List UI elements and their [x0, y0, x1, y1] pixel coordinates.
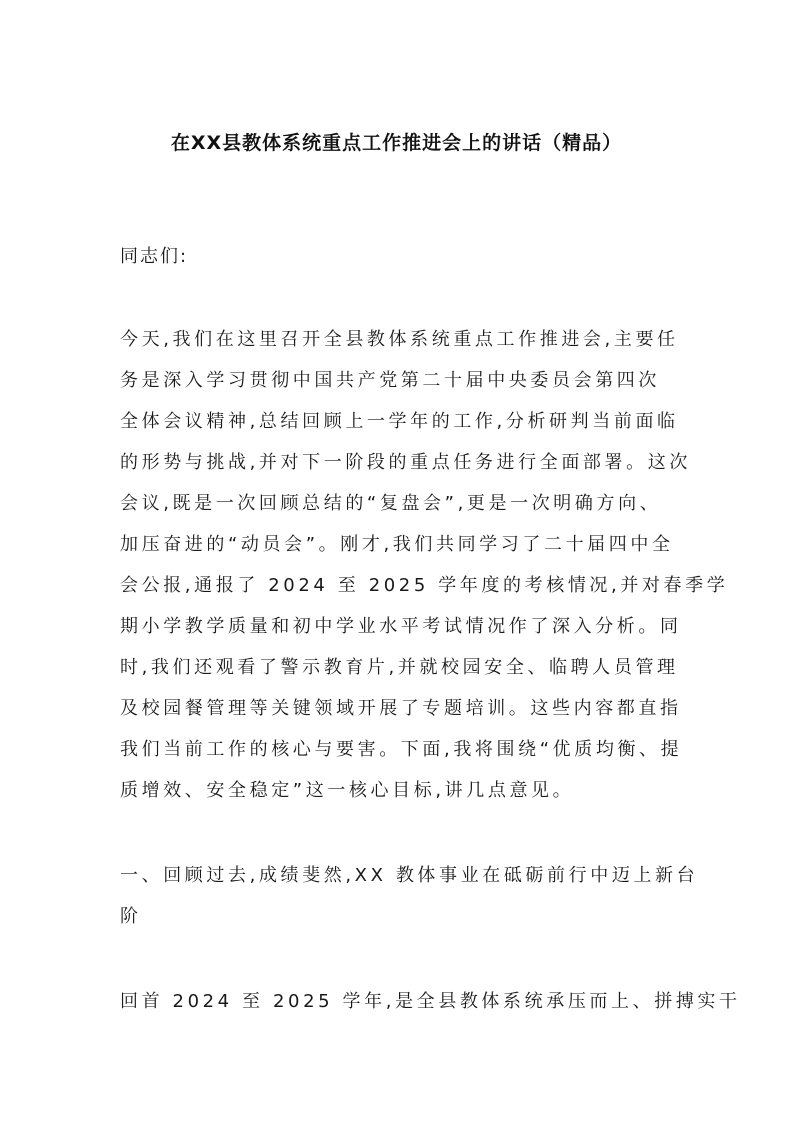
document-title: 在XX县教体系统重点工作推进会上的讲话（精品） — [170, 132, 623, 154]
paragraph-line: 全体会议精神,总结回顾上一学年的工作,分析研判当前面临 — [120, 411, 679, 432]
paragraph-line: 今天,我们在这里召开全县教体系统重点工作推进会,主要任 — [120, 329, 679, 350]
paragraph-line: 务是深入学习贯彻中国共产党第二十届中央委员会第四次 — [120, 370, 660, 391]
paragraph-line: 加压奋进的“动员会”。刚才,我们共同学习了二十届四中全 — [120, 534, 674, 555]
paragraph-line: 时,我们还观看了警示教育片,并就校园安全、临聘人员管理 — [120, 657, 679, 678]
section-heading-line: 阶 — [120, 906, 142, 927]
paragraph-line: 期小学教学质量和初中学业水平考试情况作了深入分析。同 — [120, 616, 682, 637]
paragraph-line: 我们当前工作的核心与要害。下面,我将围绕“优质均衡、提 — [120, 739, 683, 760]
paragraph-line: 会公报,通报了 2024 至 2025 学年度的考核情况,并对春季学 — [120, 575, 729, 596]
paragraph-line: 回首 2024 至 2025 学年,是全县教体系统承压而上、拼搏实干 — [120, 991, 741, 1012]
paragraph-line: 的形势与挑战,并对下一阶段的重点任务进行全面部署。这次 — [120, 452, 691, 473]
section-heading-line: 一、回顾过去,成绩斐然,XX 教体事业在砥砺前行中迈上新台 — [120, 865, 699, 886]
greeting: 同志们: — [120, 246, 189, 267]
paragraph-line: 质增效、安全稳定”这一核心目标,讲几点意见。 — [120, 780, 575, 801]
paragraph-line: 及校园餐管理等关键领域开展了专题培训。这些内容都直指 — [120, 698, 682, 719]
paragraph-line: 会议,既是一次回顾总结的“复盘会”,更是一次明确方向、 — [120, 493, 662, 514]
